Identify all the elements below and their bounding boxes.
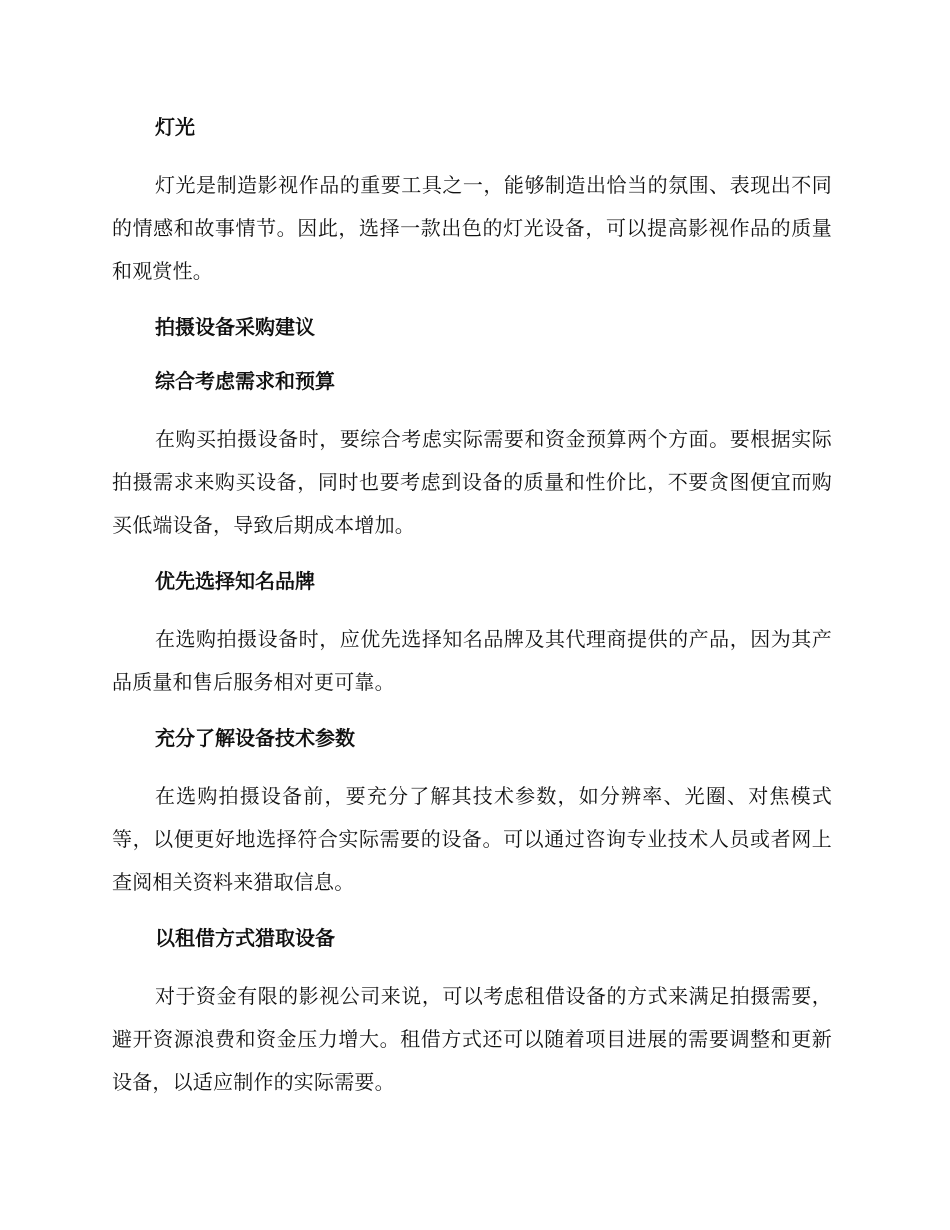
- section-paragraph: 在选购拍摄设备前，要充分了解其技术参数，如分辨率、光圈、对焦模式等，以便更好地选择符合实际需要的设备。可以通过咨询专业技术人员或者网上查阅相关资料来猎取信息。: [112, 784, 832, 894]
- section-heading: 灯光: [155, 115, 195, 139]
- section-paragraph: 灯光是制造影视作品的重要工具之一，能够制造出恰当的氛围、表现出不同的情感和故事情节。因此，选择一款出色的灯光设备，可以提高影视作品的质量和观赏性。: [112, 173, 832, 283]
- section-paragraph: 对于资金有限的影视公司来说，可以考虑租借设备的方式来满足拍摄需要，避开资源浪费和资金压力增大。租借方式还可以随着项目进展的需要调整和更新设备，以适应制作的实际需要。: [112, 984, 832, 1094]
- section-rental: [112, 921, 832, 1104]
- section-heading: 拍摄设备采购建议: [155, 315, 315, 339]
- section-tech-params: [112, 721, 832, 904]
- section-heading: 优先选择知名品牌: [155, 569, 315, 593]
- section-needs-budget: [112, 364, 832, 547]
- section-lighting: [112, 110, 832, 293]
- section-known-brands: [112, 564, 832, 704]
- document-page: [112, 110, 832, 1121]
- section-paragraph: 在选购拍摄设备时，应优先选择知名品牌及其代理商提供的产品，因为其产品质量和售后服务相对更可靠。: [112, 627, 832, 694]
- section-heading: 综合考虑需求和预算: [155, 369, 335, 393]
- section-heading: 以租借方式猎取设备: [155, 926, 335, 950]
- section-purchase-advice: [112, 310, 832, 344]
- section-heading: 充分了解设备技术参数: [155, 726, 355, 750]
- section-paragraph: 在购买拍摄设备时，要综合考虑实际需要和资金预算两个方面。要根据实际拍摄需求来购买设备，同时也要考虑到设备的质量和性价比，不要贪图便宜而购买低端设备，导致后期成本增加。: [112, 427, 832, 537]
